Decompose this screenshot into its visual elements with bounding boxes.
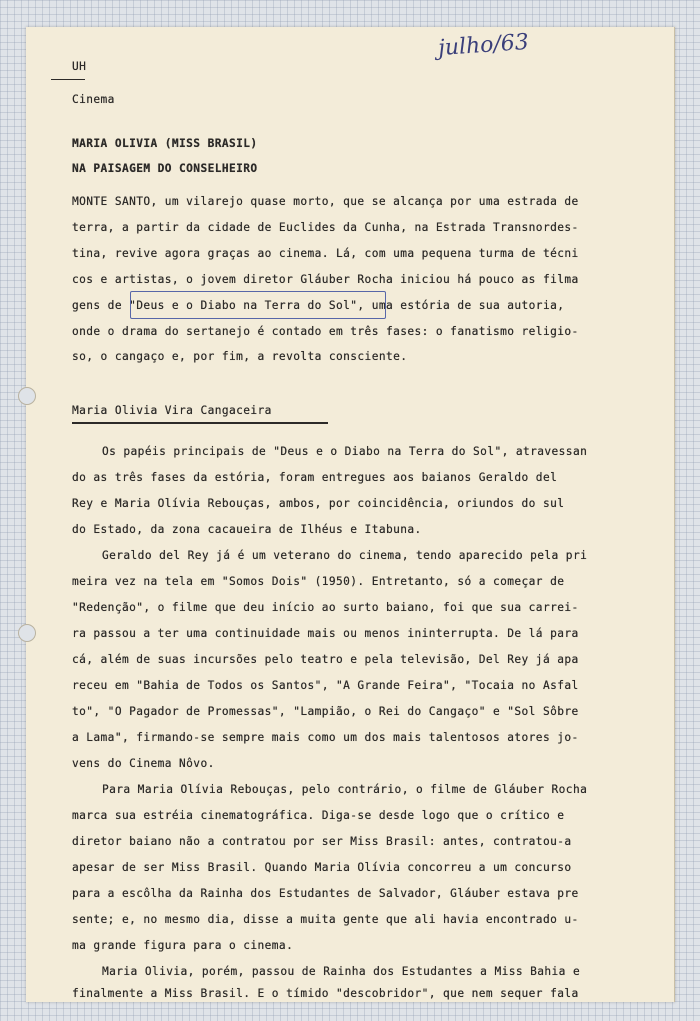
- pen-mark: [51, 79, 85, 80]
- body-line: ra passou a ter uma continuidade mais ou menos ininterrupta. De lá para: [72, 627, 579, 640]
- lead-line: gens de "Deus e o Diabo na Terra do Sol", uma estória de sua autoria,: [72, 299, 565, 312]
- lead-line: onde o drama do sertanejo é contado em três fases: o fanatismo religio-: [72, 325, 579, 338]
- body-line: Para Maria Olívia Rebouças, pelo contrário, o filme de Gláuber Rocha: [102, 783, 588, 796]
- body-line: marca sua estréia cinematográfica. Diga-se desde logo que o crítico e: [72, 809, 565, 822]
- subheading: Maria Olivia Vira Cangaceira: [72, 404, 272, 417]
- headline-line: MARIA OLIVIA (MISS BRASIL): [72, 137, 258, 150]
- body-line: Os papéis principais de "Deus e o Diabo na Terra do Sol", atravessan: [102, 445, 588, 458]
- body-line: para a escôlha da Rainha dos Estudantes de Salvador, Gláuber estava pre: [72, 887, 579, 900]
- body-line: vens do Cinema Nôvo.: [72, 757, 215, 770]
- lead-line: MONTE SANTO, um vilarejo quase morto, que se alcança por uma estrada de: [72, 195, 579, 208]
- body-line: do as três fases da estória, foram entregues aos baianos Geraldo del: [72, 471, 558, 484]
- body-line: finalmente a Miss Brasil. E o tímido "descobridor", que nem sequer fala: [72, 987, 579, 1000]
- body-line: ma grande figura para o cinema.: [72, 939, 294, 952]
- body-line: Rey e Maria Olívia Rebouças, ambos, por coincidência, oriundos do sul: [72, 497, 565, 510]
- body-line: sente; e, no mesmo dia, disse a muita gente que ali havia encontrado u-: [72, 913, 579, 926]
- header-code: UH: [72, 60, 87, 73]
- lead-line: tina, revive agora graças ao cinema. Lá, com uma pequena turma de técni: [72, 247, 579, 260]
- body-line: to", "O Pagador de Promessas", "Lampião, o Rei do Cangaço" e "Sol Sôbre: [72, 705, 579, 718]
- lead-line: terra, a partir da cidade de Euclides da Cunha, na Estrada Transnordes-: [72, 221, 579, 234]
- body-line: Maria Olivia, porém, passou de Rainha dos Estudantes a Miss Bahia e: [102, 965, 581, 978]
- body-line: do Estado, da zona cacaueira de Ilhéus e Itabuna.: [72, 523, 422, 536]
- typed-document-page: [26, 27, 675, 1002]
- pen-box-annotation: [130, 291, 386, 319]
- body-line: "Redenção", o filme que deu início ao surto baiano, foi que sua carrei-: [72, 601, 579, 614]
- body-line: meira vez na tela em "Somos Dois" (1950). Entretanto, só a começar de: [72, 575, 565, 588]
- body-line: receu em "Bahia de Todos os Santos", "A Grande Feira", "Tocaia no Asfal: [72, 679, 579, 692]
- handwritten-date: julho/63: [437, 29, 530, 62]
- section-label: Cinema: [72, 93, 115, 106]
- lead-line: cos e artistas, o jovem diretor Gláuber Rocha iniciou há pouco as filma: [72, 273, 579, 286]
- body-line: apesar de ser Miss Brasil. Quando Maria Olívia concorreu a um concurso: [72, 861, 572, 874]
- body-line: Geraldo del Rey já é um veterano do cinema, tendo aparecido pela pri: [102, 549, 588, 562]
- body-line: cá, além de suas incursões pelo teatro e pela televisão, Del Rey já apa: [72, 653, 579, 666]
- headline-line: NA PAISAGEM DO CONSELHEIRO: [72, 162, 258, 175]
- body-line: diretor baiano não a contratou por ser Miss Brasil: antes, contratou-a: [72, 835, 572, 848]
- punch-hole: [18, 624, 36, 642]
- punch-hole: [18, 387, 36, 405]
- body-line: a Lama", firmando-se sempre mais como um dos mais talentosos atores jo-: [72, 731, 579, 744]
- lead-line: so, o cangaço e, por fim, a revolta consciente.: [72, 350, 408, 363]
- subheading-underline: [72, 422, 328, 424]
